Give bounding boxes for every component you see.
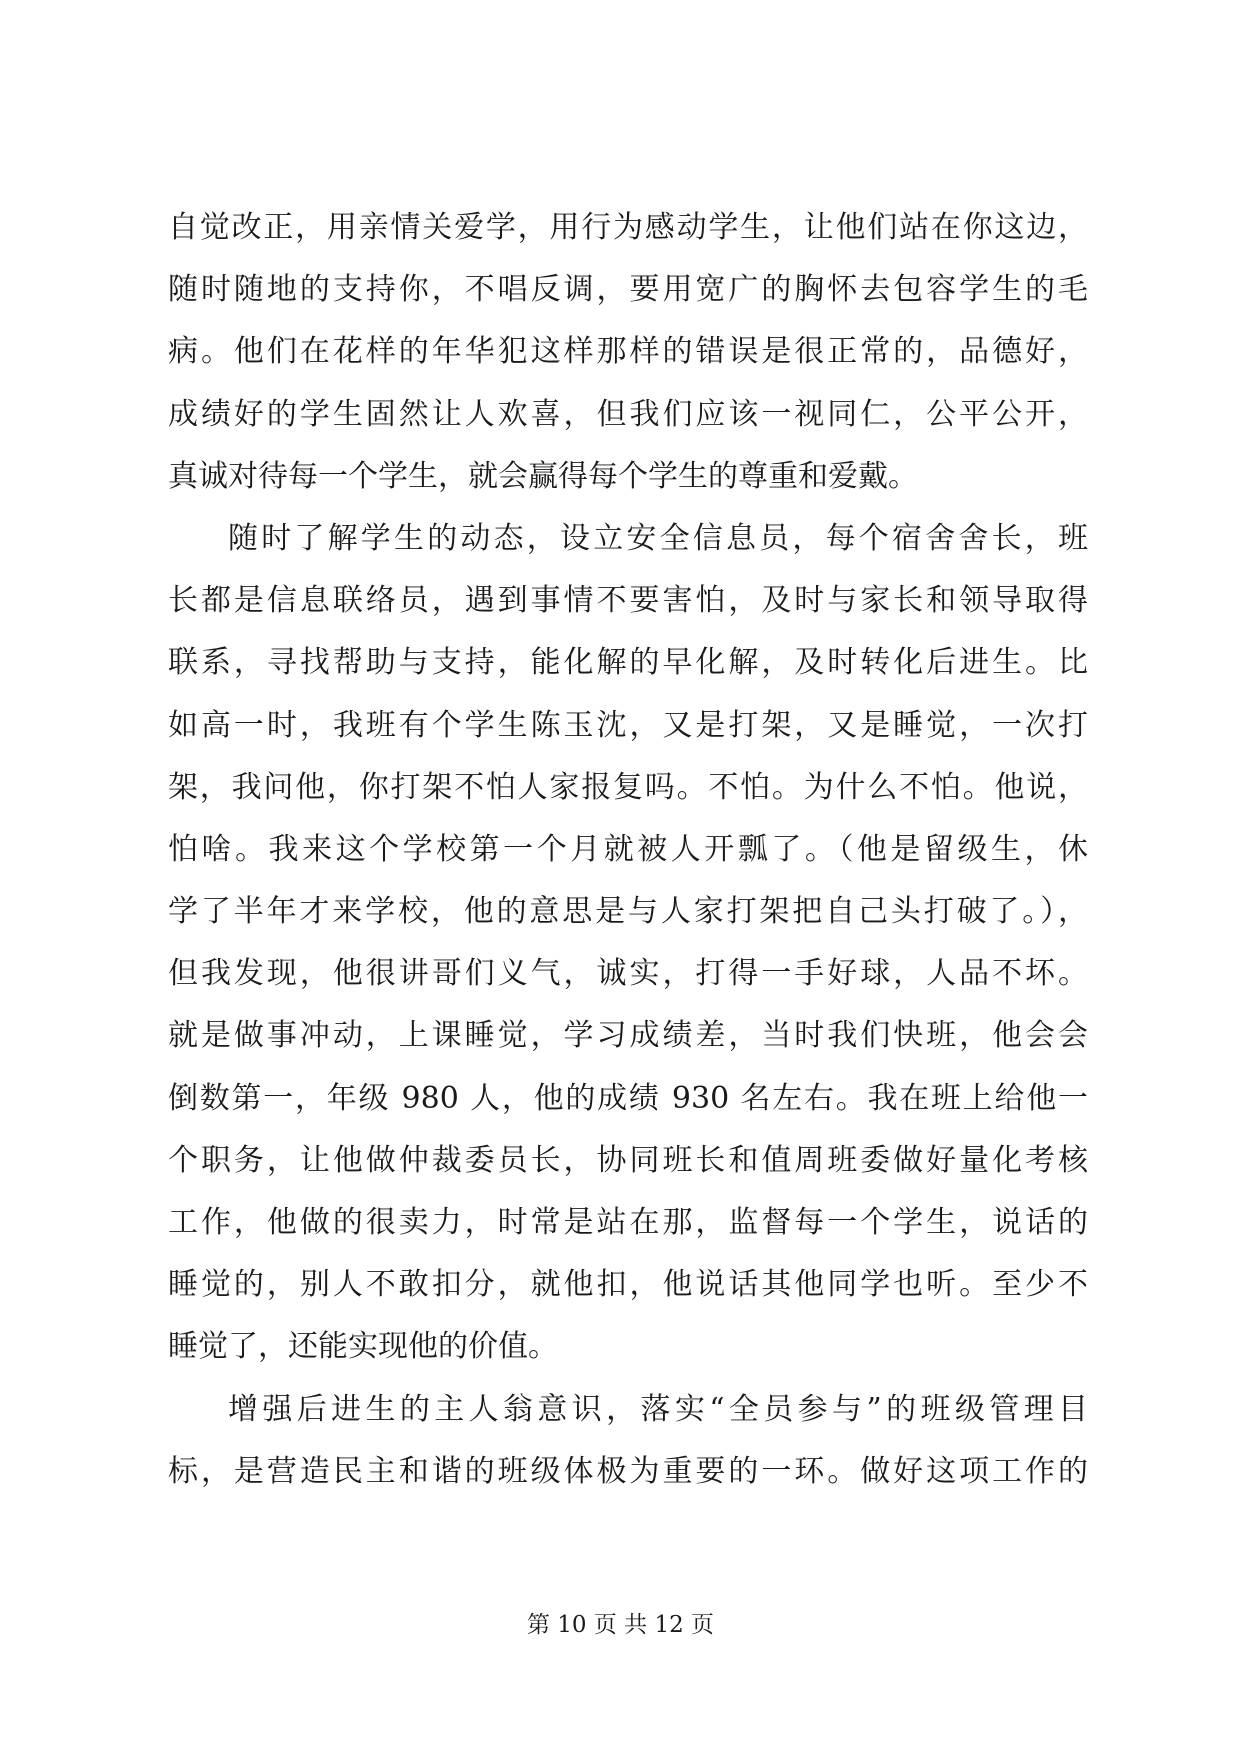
text-line: 睡觉的，别人不敢扣分，就他扣，他说话其他同学也听。至少不 bbox=[168, 1267, 1088, 1303]
text-line: 自觉改正，用亲情关爱学，用行为感动学生，让他们站在你这边， bbox=[168, 210, 1088, 245]
text-line: 联系，寻找帮助与支持，能化解的早化解，及时转化后进生。比 bbox=[168, 645, 1088, 681]
text-line: 成绩好的学生固然让人欢喜，但我们应该一视同仁，公平公开， bbox=[168, 396, 1088, 432]
text-line: 个职务，让他做仲裁委员长，协同班长和值周班委做好量化考核 bbox=[168, 1142, 1088, 1178]
text-line: 工作，他做的很卖力，时常是站在那，监督每一个学生，说话的 bbox=[168, 1205, 1088, 1240]
text-line: 随时了解学生的动态，设立安全信息员，每个宿舍舍长，班 bbox=[228, 520, 1088, 556]
text-line: 但我发现，他很讲哥们义气，诚实，打得一手好球，人品不坏。 bbox=[168, 956, 1088, 992]
text-line: 架，我问他，你打架不怕人家报复吗。不怕。为什么不怕。他说， bbox=[168, 769, 1088, 805]
text-line: 增强后进生的主人翁意识，落实“全员参与”的班级管理目 bbox=[228, 1391, 1088, 1427]
text-line: 病。他们在花样的年华犯这样那样的错误是很正常的，品德好， bbox=[168, 334, 1088, 370]
text-line: 怕啥。我来这个学校第一个月就被人开瓢了。（他是留级生，休 bbox=[168, 831, 1088, 867]
page-footer: 第 10 页 共 12 页 bbox=[526, 1612, 715, 1638]
text-line: 长都是信息联络员，遇到事情不要害怕，及时与家长和领导取得 bbox=[168, 583, 1088, 619]
body-text bbox=[168, 197, 1088, 1503]
text-line: 睡觉了，还能实现他的价值。 bbox=[168, 1329, 558, 1365]
text-line: 标，是营造民主和谐的班级体极为重要的一环。做好这项工作的 bbox=[168, 1453, 1088, 1489]
text-line: 真诚对待每一个学生，就会赢得每个学生的尊重和爱戴。 bbox=[168, 458, 918, 494]
text-line: 随时随地的支持你，不唱反调，要用宽广的胸怀去包容学生的毛 bbox=[168, 272, 1088, 308]
text-line: 学了半年才来学校，他的意思是与人家打架把自己头打破了。）， bbox=[168, 894, 1088, 930]
text-line: 就是做事冲动，上课睡觉，学习成绩差，当时我们快班，他会会 bbox=[168, 1018, 1088, 1054]
text-line: 倒数第一，年级 980 人，他的成绩 930 名左右。我在班上给他一 bbox=[168, 1080, 1088, 1116]
text-line: 如高一时，我班有个学生陈玉沈，又是打架，又是睡觉，一次打 bbox=[168, 707, 1088, 743]
